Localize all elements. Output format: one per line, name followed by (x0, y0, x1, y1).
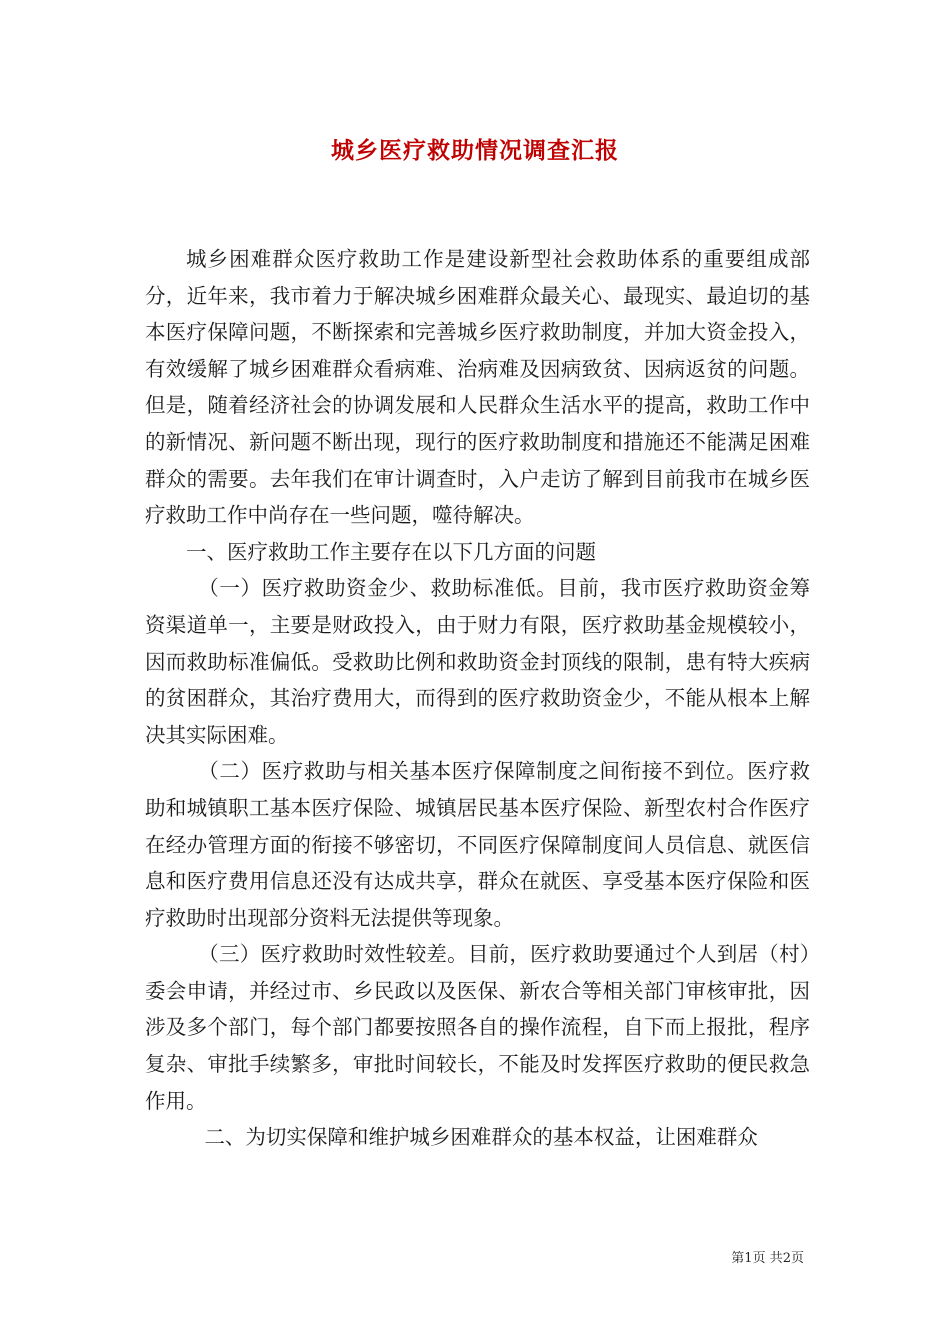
section-heading-one: 一、医疗救助工作主要存在以下几方面的问题 (186, 539, 596, 564)
footer-middle: 页 共 (752, 1251, 783, 1266)
paragraph-issue-three: （三）医疗救助时效性较差。目前，医疗救助要通过个人到居（村）委会申请，并经过市、乡民政以及医保、新农合等相关部门审核审批，因涉及多个部门，每个部门都要按照各自的操作流程，自下而上报批，程序复杂、审批手续繁多，审批时间较长，不能及时发挥医疗救助的便民救急作用。 (145, 942, 810, 1113)
paragraph-intro: 城乡困难群众医疗救助工作是建设新型社会救助体系的重要组成部分，近年来，我市着力于解决城乡困难群众最关心、最现实、最迫切的基本医疗保障问题，不断探索和完善城乡医疗救助制度，并加大资金投入，有效缓解了城乡困难群众看病难、治病难及因病致贫、因病返贫的问题。但是，随着经济社会的协调发展和人民群众生活水平的提高，救助工作中的新情况、新问题不断出现，现行的医疗救助制度和措施还不能满足困难群众的需要。去年我们在审计调查时，入户走访了解到目前我市在城乡医疗救助工作中尚存在一些问题，噬待解决。 (145, 247, 810, 528)
document-title: 城乡医疗救助情况调查汇报 (331, 137, 619, 164)
paragraph-issue-two: （二）医疗救助与相关基本医疗保障制度之间衔接不到位。医疗救助和城镇职工基本医疗保险、城镇居民基本医疗保险、新型农村合作医疗在经办管理方面的衔接不够密切，不同医疗保障制度间人员信息、就医信息和医疗费用信息还没有达成共享，群众在就医、享受基本医疗保险和医疗救助时出现部分资料无法提供等现象。 (145, 759, 810, 930)
document-body (145, 241, 810, 1156)
footer-prefix: 第 (731, 1251, 745, 1266)
paragraph-issue-one: （一）医疗救助资金少、救助标准低。目前，我市医疗救助资金筹资渠道单一，主要是财政投入，由于财力有限，医疗救助基金规模较小，因而救助标准偏低。受救助比例和救助资金封顶线的限制，患有特大疾病的贫困群众，其治疗费用大，而得到的医疗救助资金少，不能从根本上解决其实际困难。 (145, 576, 810, 747)
page-number-footer (731, 1247, 804, 1266)
current-page-number: 1 (744, 1251, 753, 1266)
section-heading-two: 二、为切实保障和维护城乡困难群众的基本权益，让困难群众 (204, 1125, 758, 1150)
footer-suffix: 页 (790, 1251, 804, 1266)
total-page-count: 2 (782, 1251, 791, 1266)
